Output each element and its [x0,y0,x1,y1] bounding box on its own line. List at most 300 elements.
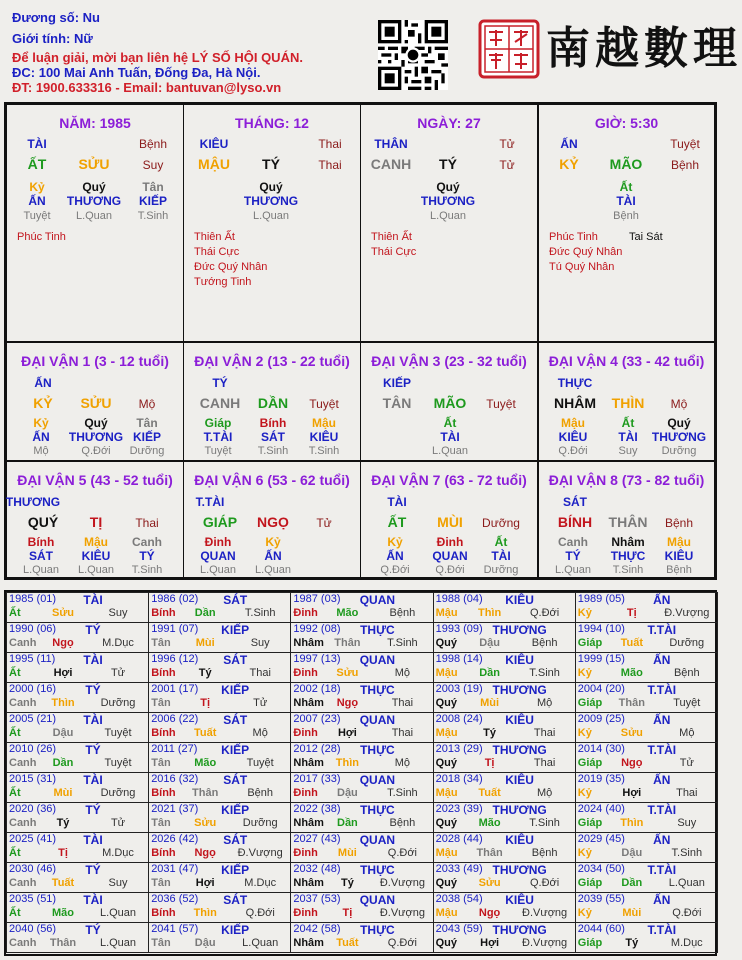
hidden-god: KIÊU [558,430,588,444]
hidden-stage: Q.Đới [81,445,111,457]
year-cell [575,892,718,923]
hidden-stem: Ất [621,416,635,430]
life-stage: Mộ [670,397,688,411]
pillar-2 [183,104,361,342]
hidden-god: KIÊU [309,430,339,444]
year-branch: Thân [334,637,361,649]
year-stem: Canh [9,757,37,769]
year-cell [148,802,291,833]
year-stem: Tân [151,937,171,949]
year-stage: Bệnh [389,607,416,619]
year-label: 1985 (01) [9,593,57,605]
year-branch: Hợi [337,727,357,739]
pillar-title: GIỜ: 5:30 [594,115,659,131]
year-label: 2043 (59) [435,923,483,935]
year-stem: Nhâm [293,877,324,889]
year-ten-god: QUAN [359,893,396,907]
heavenly-stem: MẬU [198,156,230,172]
year-cell [148,892,291,923]
year-ten-god: TÀI [83,893,103,907]
year-ten-god: SÁT [223,773,248,787]
life-stage: Dưỡng [482,516,520,530]
year-stage: M.Dục [102,637,134,649]
year-branch: Mão [478,817,501,829]
ten-god: THÂN [374,137,408,151]
year-branch: Dần [337,817,358,829]
year-stage: Đ.Vượng [664,607,710,619]
hidden-stem: Giáp [204,416,232,430]
special-star: Thiên Ất [194,231,235,243]
year-cell [6,592,149,623]
dai-van-title: ĐẠI VẬN 6 (53 - 62 tuổi) [194,472,350,488]
hidden-stage: T.Sinh [612,564,644,576]
year-stage: Q.Đới [387,847,417,859]
year-label: 1990 (06) [9,623,57,635]
year-cell [290,862,433,893]
year-branch: Mão [336,607,359,619]
year-stem: Giáp [577,817,603,829]
year-label: 1991 (07) [151,623,199,635]
year-cell [148,832,291,863]
earthly-branch: THÂN [608,514,648,530]
year-stem: Nhâm [293,757,324,769]
hidden-god: QUAN [432,549,468,563]
hidden-stem: Quý [667,416,691,430]
year-label: 1987 (03) [293,593,341,605]
year-branch: Tuất [478,787,501,799]
header [0,0,742,100]
life-stage: Tử [499,158,515,172]
year-ten-god: TÀI [83,713,103,727]
year-cell [6,802,149,833]
year-ten-god: KIÊU [505,593,534,607]
year-ten-god: THỰC [360,923,395,937]
year-cell [575,652,718,683]
year-ten-god: SÁT [223,833,248,847]
year-ten-god: ẤN [653,713,671,727]
year-stem: Canh [9,817,37,829]
year-cell [6,922,149,953]
hidden-god: KIÊU [664,549,694,563]
year-label: 2029 (45) [577,833,625,845]
dai-van-title: ĐẠI VẬN 2 (13 - 22 tuổi) [194,353,350,369]
year-branch: Dậu [621,847,643,859]
year-stage: L.Quan [668,877,705,889]
dai-van-8 [538,461,715,578]
hidden-stem: Canh [132,535,162,549]
year-label: 2035 (51) [9,893,57,905]
year-ten-god: QUAN [359,833,396,847]
heavenly-stem: NHÂM [554,395,596,411]
dai-van-6 [183,461,361,578]
year-stage: Thai [391,727,414,739]
year-label: 2044 (60) [577,923,625,935]
year-cell [290,772,433,803]
year-stem: Nhâm [293,697,324,709]
dai-van-title: ĐẠI VẬN 3 (23 - 32 tuổi) [371,353,527,369]
hidden-stem: Ất [443,416,457,430]
year-branch: Ngọ [336,697,359,709]
ten-god: ẤN [34,376,52,390]
year-ten-god: TÝ [85,863,101,877]
ten-god: SÁT [563,495,587,509]
year-stage: Tuyệt [104,727,132,739]
year-stage: Q.Đới [529,607,560,619]
hidden-god: THƯƠNG [68,430,124,444]
year-ten-god: SÁT [223,713,248,727]
year-cell [148,622,291,653]
year-label: 2001 (17) [151,683,199,695]
year-branch: Tuất [336,937,359,949]
year-label: 2021 (37) [151,803,199,815]
year-label: 2014 (30) [577,743,625,755]
year-ten-god: THƯƠNG [492,803,547,817]
year-branch: Dậu [52,727,74,739]
year-label: 2033 (49) [435,863,483,875]
year-cell [290,922,433,953]
contact-note: Để luận giải, mời bạn liên hệ LÝ SỐ HỘI QUÁN. [12,50,303,65]
year-stem: Mậu [435,607,458,619]
hidden-stage: Q.Đới [380,564,410,576]
year-cell [433,622,576,653]
year-stage: Dưỡng [100,697,136,709]
year-label: 2026 (42) [151,833,199,845]
hidden-god: TÝ [565,549,581,563]
year-stem: Ất [9,907,21,919]
ten-god: Tuyệt [670,137,700,151]
year-cell [433,802,576,833]
year-label: 2034 (50) [577,863,625,875]
year-stem: Kỷ [577,667,592,679]
year-stage: Tử [110,817,126,829]
year-ten-god: QUAN [359,773,396,787]
year-cell [6,712,149,743]
year-stage: Đ.Vượng [522,907,568,919]
year-cell [290,802,433,833]
year-branch: Thìn [620,817,644,829]
owner-name: Đương số: Nu [12,10,100,25]
year-cell [148,712,291,743]
year-label: 1994 (10) [577,623,625,635]
ten-god: T.TÀI [195,495,225,509]
hidden-stem: Kỷ [387,535,403,549]
year-ten-god: KIÊU [505,833,534,847]
year-label: 2017 (33) [293,773,341,785]
earthly-branch: SỬU [78,156,110,172]
special-star: Thái Cực [194,246,240,258]
year-label: 2003 (19) [435,683,483,695]
hidden-stage: Q.Đới [558,445,588,457]
year-stage: Suy [108,607,128,619]
earthly-branch: MÃO [433,395,467,411]
year-stage: Bệnh [247,787,274,799]
pillar-title: NGÀY: 27 [417,115,481,131]
year-ten-god: THỰC [360,623,395,637]
special-star: Phúc Tinh [17,231,66,243]
hidden-god: ẤN [264,549,282,563]
ten-god: Tử [499,137,515,151]
year-branch: Thìn [477,607,502,619]
year-cell [433,712,576,743]
hidden-god: TÝ [139,549,155,563]
year-stage: Suy [677,817,697,829]
year-stage: L.Quan [99,937,137,949]
year-cell [575,682,718,713]
year-cell [148,862,291,893]
phone-email: ĐT: 1900.633316 - Email: bantuvan@lyso.vn [12,80,282,95]
year-ten-god: TÝ [85,683,101,697]
year-stem: Giáp [577,637,603,649]
earthly-branch: MÙI [437,514,463,530]
year-label: 1989 (05) [577,593,625,605]
hidden-stem: Tân [136,416,158,430]
year-stage: Q.Đới [672,907,702,919]
chart-grid [4,102,717,580]
year-ten-god: T.TÀI [647,683,677,697]
year-stage: Đ.Vượng [379,907,425,919]
year-label: 2023 (39) [435,803,483,815]
year-ten-god: TÀI [83,593,103,607]
year-stem: Bính [151,787,176,799]
year-stage: M.Dục [670,937,703,949]
year-branch: Mùi [53,787,73,799]
year-cell [575,772,718,803]
year-cell [148,922,291,953]
year-stem: Tân [151,877,171,889]
heavenly-stem: CANH [199,395,241,411]
year-label: 2006 (22) [151,713,199,725]
year-stage: Mộ [252,727,268,739]
year-label: 2000 (16) [9,683,57,695]
heavenly-stem: ẤT [387,514,407,530]
ten-god: KIẾP [382,376,412,390]
year-label: 2031 (47) [151,863,199,875]
year-cell [433,892,576,923]
year-branch: Hợi [480,937,500,949]
year-label: 1995 (11) [9,653,56,665]
year-label: 2037 (53) [293,893,341,905]
year-branch: Thân [49,937,77,949]
year-branch: Ngọ [478,907,501,919]
hidden-stem: Bính [259,416,287,430]
year-ten-god: ẤN [653,593,671,607]
year-stem: Giáp [577,877,603,889]
hidden-god: SÁT [29,549,53,563]
special-star: Đức Quý Nhân [549,246,623,258]
hidden-stage: T.Sinh [257,445,289,457]
earthly-branch: THÌN [611,395,645,411]
hidden-god: KIẾP [138,194,168,208]
year-stem: Đinh [293,667,318,679]
heavenly-stem: QUÝ [27,514,59,530]
year-stem: Kỷ [577,787,592,799]
year-stem: Ất [9,607,21,619]
hidden-stage: L.Quan [77,564,115,576]
year-ten-god: QUAN [359,653,396,667]
year-ten-god: KIẾP [221,743,250,757]
dai-van-title: ĐẠI VẬN 4 (33 - 42 tuổi) [548,353,705,369]
year-branch: Tị [342,907,353,919]
year-ten-god: THƯƠNG [492,923,547,937]
year-branch: Mão [52,907,74,919]
year-stem: Giáp [577,937,603,949]
year-ten-god: T.TÀI [647,743,677,757]
year-cell [290,892,433,923]
year-ten-god: ẤN [653,653,671,667]
year-ten-god: TÝ [85,923,101,937]
year-branch: Tý [340,877,354,889]
life-stage: Tuyệt [486,397,516,411]
year-branch: Sửu [194,817,217,829]
year-stage: Bệnh [531,847,558,859]
hidden-stage: Dưỡng [661,445,697,457]
year-label: 2007 (23) [293,713,341,725]
pillar-4 [538,104,715,342]
dai-van-2 [183,342,361,461]
year-stem: Tân [151,817,171,829]
year-ten-god: THỰC [360,743,395,757]
year-label: 2011 (27) [151,743,198,755]
year-ten-god: TÝ [85,623,101,637]
year-stem: Canh [9,877,37,889]
hidden-stage: Tuyệt [204,445,232,457]
seal-stamp [479,20,539,78]
dai-van-1 [6,342,184,461]
year-cell [575,922,718,953]
year-stem: Nhâm [293,937,324,949]
address: ĐC: 100 Mai Anh Tuấn, Đống Đa, Hà Nội. [12,65,261,80]
life-stage: Bệnh [670,158,700,172]
year-label: 1997 (13) [293,653,341,665]
year-stem: Kỷ [577,907,592,919]
year-label: 1996 (12) [151,653,199,665]
year-stage: T.Sinh [529,667,560,679]
year-stem: Kỷ [577,727,592,739]
year-label: 2042 (58) [293,923,341,935]
year-cell [290,682,433,713]
hidden-god: ẤN [28,194,46,208]
year-cell [433,682,576,713]
gender: Giới tính: Nữ [12,31,93,46]
year-stem: Tân [151,637,171,649]
year-cell [433,742,576,773]
year-cell [148,742,291,773]
year-label: 1988 (04) [435,593,483,605]
year-stem: Kỷ [577,847,592,859]
hidden-stage: Bệnh [613,210,639,222]
hidden-stem: Tân [142,180,164,194]
year-cell [433,652,576,683]
year-label: 2040 (56) [9,923,57,935]
life-stage: Suy [142,158,164,172]
year-cell [148,682,291,713]
year-cell [575,712,718,743]
earthly-branch: TÝ [262,156,280,172]
year-stage: Q.Đới [529,877,560,889]
year-ten-god: THỰC [360,683,395,697]
hidden-stem: Nhâm [611,535,645,549]
year-stem: Mậu [435,907,458,919]
year-ten-god: KIẾP [221,683,250,697]
year-ten-god: SÁT [223,893,248,907]
ten-god: THƯƠNG [5,495,61,509]
year-cell [433,922,576,953]
year-ten-god: THƯƠNG [492,623,547,637]
hidden-stem: Quý [259,180,283,194]
year-ten-god: SÁT [223,593,248,607]
year-stem: Quý [435,937,457,949]
hidden-stage: L.Quan [554,564,592,576]
year-cell [433,832,576,863]
ten-god: THỰC [557,376,593,390]
hidden-stem: Đinh [436,535,464,549]
year-label: 2010 (26) [9,743,57,755]
heavenly-stem: ẤT [27,156,47,172]
year-stem: Mậu [435,727,458,739]
year-label: 1993 (09) [435,623,483,635]
year-ten-god: QUAN [359,593,396,607]
year-stem: Bính [151,907,176,919]
dai-van-5 [6,461,184,578]
year-branch: Tuất [51,877,75,889]
year-cell [6,862,149,893]
year-cell [6,772,149,803]
year-ten-god: KIẾP [221,623,250,637]
special-star: Phúc Tinh [549,231,598,243]
year-cell [6,622,149,653]
year-ten-god: THƯƠNG [492,863,547,877]
pillar-title: THÁNG: 12 [235,115,309,131]
year-label: 2018 (34) [435,773,483,785]
year-cell [575,622,718,653]
hidden-stage: T.Sinh [308,445,340,457]
year-ten-god: TÀI [83,773,103,787]
year-label: 1999 (15) [577,653,625,665]
year-stage: Thai [533,727,556,739]
qr-code-icon [378,20,448,90]
year-stage: Tuyệt [104,757,132,769]
year-ten-god: TÀI [83,833,103,847]
year-branch: Dậu [337,787,358,799]
year-stem: Nhâm [293,817,324,829]
hidden-stem: Kỷ [265,535,281,549]
year-stage: Thai [676,787,698,799]
year-stem: Bính [151,847,176,859]
year-label: 2002 (18) [293,683,341,695]
year-label: 2012 (28) [293,743,341,755]
year-label: 1986 (02) [151,593,199,605]
year-ten-god: T.TÀI [647,863,677,877]
year-stage: Dưỡng [242,817,278,829]
year-stage: T.Sinh [671,847,703,859]
year-cell [575,802,718,833]
year-label: 2004 (20) [577,683,625,695]
year-ten-god: T.TÀI [647,803,677,817]
year-stage: Tử [253,697,268,709]
year-branch: Tuất [620,637,643,649]
year-branch: Sửu [620,727,643,739]
year-stage: Mộ [536,697,553,709]
heavenly-stem: TÂN [382,395,412,411]
hidden-god: THỰC [610,549,646,563]
year-cell [575,862,718,893]
ten-god: Thai [318,137,342,151]
year-branch: Tý [198,667,212,679]
hidden-stage: L.Quan [22,564,60,576]
hidden-god: ẤN [32,430,50,444]
hidden-stem: Ất [619,180,633,194]
hidden-god: TÀI [618,430,638,444]
